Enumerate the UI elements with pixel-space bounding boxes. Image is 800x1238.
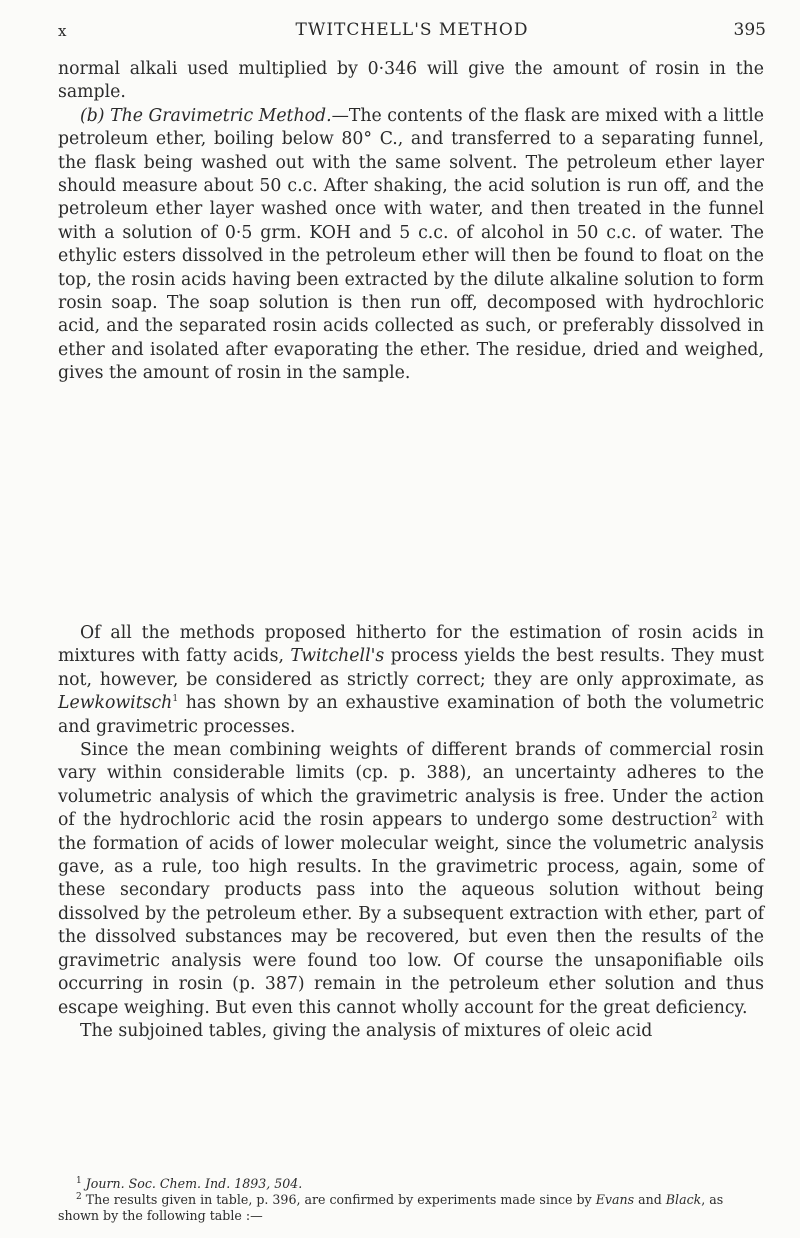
name-twitchell: Twitchell's — [290, 646, 385, 667]
footnote-1: $^1$ Journ. Soc. Chem. Ind. 1893, 504. — [76, 1175, 303, 1191]
section-title: The Gravimetric Method. — [110, 105, 332, 126]
footnotes — [58, 1176, 764, 1224]
page-number: 395 — [733, 20, 766, 40]
paragraph-methods-comparison: Of all the methods proposed hitherto for the estimation of rosin acids in mixtures with fatty acids, Twitchell's process yields the best results. They must not, however, be considered as strictly correct; they are only approximate, as Lewkowitsch$^1$ has shown by an exhaustive examination of both the volumetric and gravimetric processes. — [58, 623, 764, 737]
paragraph-continuation: normal alkali used multiplied by 0·346 will give the amount of rosin in the sample. — [58, 59, 764, 103]
footnote-ref-2: 2 — [711, 811, 718, 822]
paragraph-subjoined-tables: The subjoined tables, giving the analysis of mixtures of oleic acid — [80, 1020, 653, 1041]
paragraph-gravimetric-method: (b) The Gravimetric Method.—The contents of the flask are mixed with a little petroleum ether, boiling below 80° C., and transferred to a separating funnel, the flask being washed out with the same solvent. The petroleum ether layer should measure about 50 c.c. After shaking, the acid solution is run off, and the petroleum ether layer washed once with water, and then treated in the funnel with a solution of 0·5 grm. KOH and 5 c.c. of alcohol in 50 c.c. of water. The ethylic esters dissolved in the petroleum ether will then be found to float on the top, the rosin acids having been extracted by the dilute alkaline solution to form rosin soap. The soap solution is then run off, decomposed with hydrochloric acid, and the separated rosin acids collected as such, or preferably dissolved in ether and isolated after evaporating the ether. The residue, dried and weighed, gives the amount of rosin in the sample. — [58, 105, 764, 384]
section-label: (b) — [80, 105, 105, 126]
header-mark: x — [58, 22, 68, 40]
text-block-2 — [58, 622, 764, 1043]
text-block-1 — [58, 58, 764, 386]
footnote-2: $^2$ The results given in table, p. 396, are confirmed by experiments made since by Evans and Black, as shown by the following table :— — [58, 1191, 724, 1223]
running-header — [58, 20, 766, 46]
paragraph-combining-weights: Since the mean combining weights of different brands of commercial rosin vary within considerable limits (cp. p. 388), an uncertainty adheres to the volumetric analysis of which the gravimetric analysis is free. Under the action of the hydrochloric acid the rosin appears to undergo some destruction$^2$ with the formation of acids of lower molecular weight, since the volumetric analysis gave, as a rule, too high results. In the gravimetric process, again, some of these secondary products pass into the aqueous solution without being dissolved by the petroleum ether. By a subsequent extraction with ether, part of the dissolved substances may be recovered, but even then the results of the gravimetric analysis were found too low. Of course the unsaponifiable oils occurring in rosin (p. 387) remain in the petroleum ether solution and thus escape weighing. But even this cannot wholly account for the great deficiency. — [58, 740, 765, 1018]
footnote-ref-1: 1 — [172, 694, 179, 705]
name-lewkowitsch: Lewkowitsch — [58, 693, 173, 714]
header-title: TWITCHELL'S METHOD — [295, 20, 529, 40]
